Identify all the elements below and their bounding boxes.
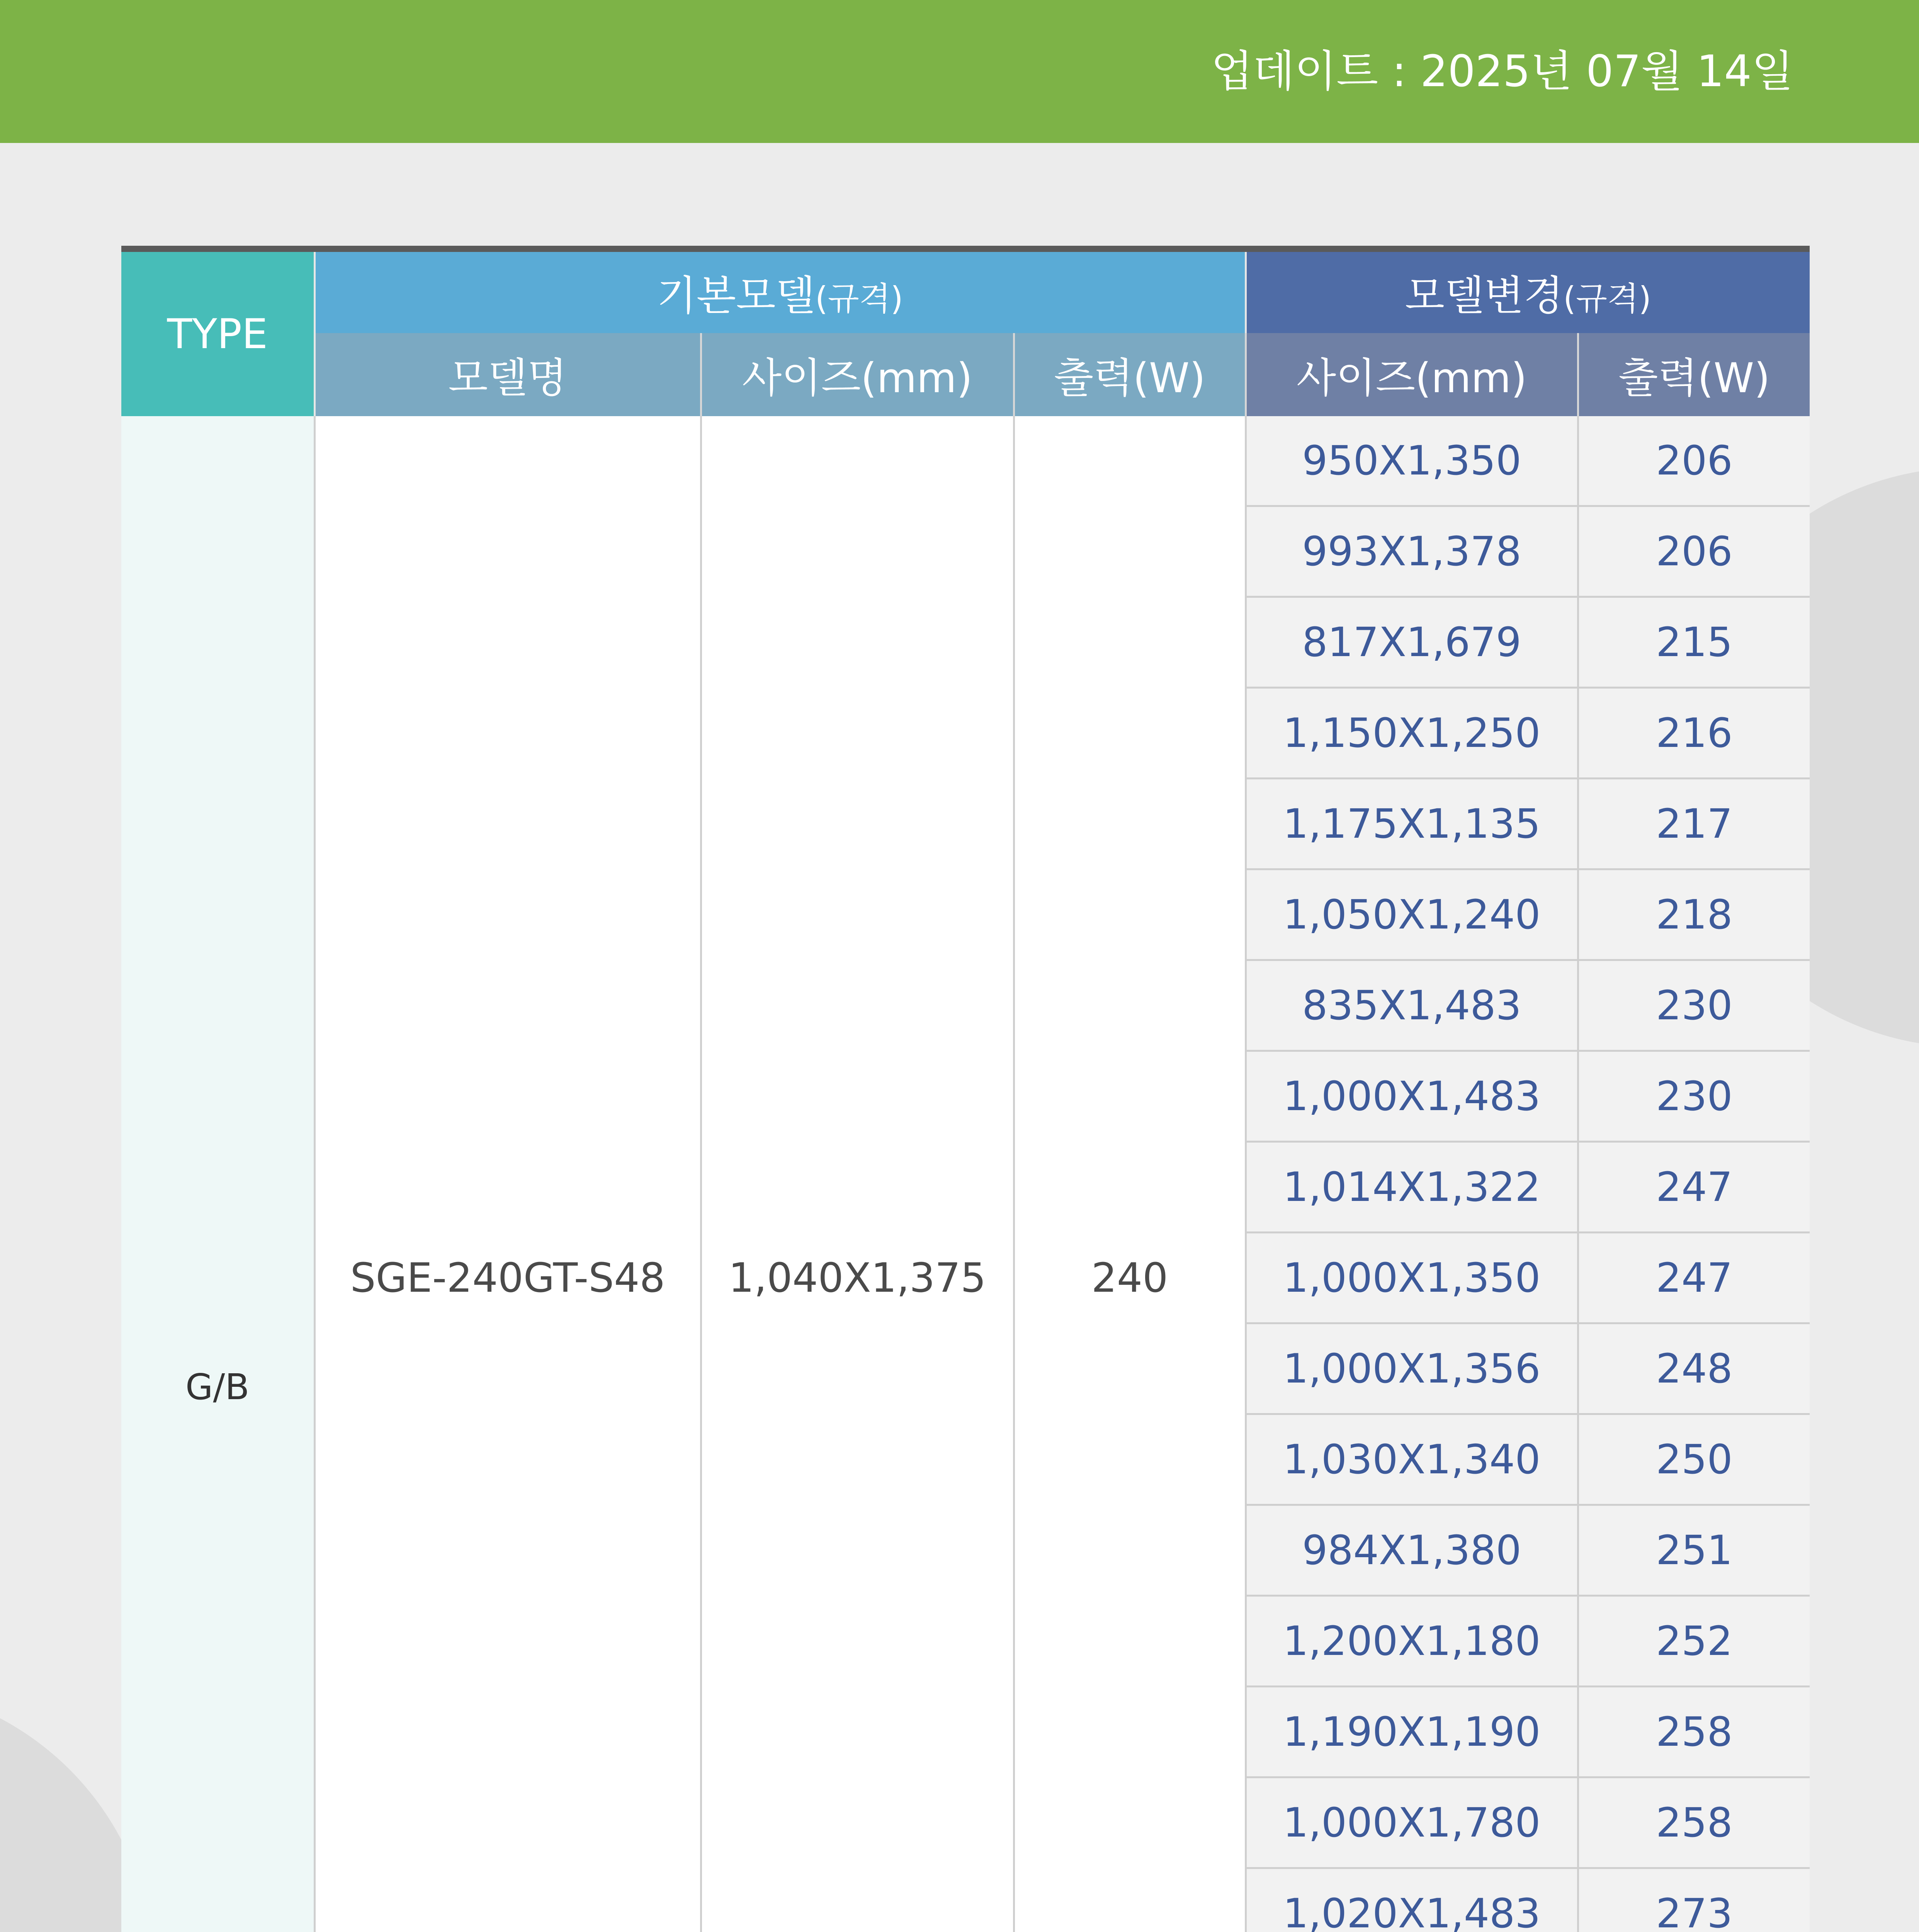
type-cell: G/B [121, 416, 314, 1932]
variant-size-cell: 1,000X1,483 [1246, 1051, 1578, 1142]
variant-size-cell: 1,150X1,250 [1246, 688, 1578, 779]
variant-size-cell: 1,020X1,483 [1246, 1868, 1578, 1932]
header-model-change-title: 모델변경 [1405, 272, 1564, 320]
variant-output-cell: 218 [1578, 869, 1810, 960]
base-output-cell: 240 [1014, 416, 1246, 1932]
variant-output-cell: 273 [1578, 1868, 1810, 1932]
variant-size-cell: 1,014X1,322 [1246, 1142, 1578, 1233]
table-row [121, 416, 1810, 506]
variant-output-cell: 247 [1578, 1233, 1810, 1323]
variant-size-cell: 1,175X1,135 [1246, 779, 1578, 869]
update-date: 업데이트 : 2025년 07월 14일 [1211, 46, 1793, 97]
variant-output-cell: 217 [1578, 779, 1810, 869]
header-basic-output: 출력(W) [1014, 333, 1246, 416]
variant-size-cell: 1,000X1,350 [1246, 1233, 1578, 1323]
variant-size-cell: 1,190X1,190 [1246, 1687, 1578, 1777]
header-model-change-suffix: (규격) [1563, 280, 1651, 318]
variant-output-cell: 206 [1578, 506, 1810, 597]
variant-size-cell: 835X1,483 [1246, 960, 1578, 1051]
header-change-size: 사이즈(mm) [1246, 333, 1578, 416]
variant-output-cell: 252 [1578, 1596, 1810, 1687]
header-bar [0, 0, 1919, 143]
variant-output-cell: 216 [1578, 688, 1810, 779]
variant-output-cell: 247 [1578, 1142, 1810, 1233]
variant-size-cell: 984X1,380 [1246, 1505, 1578, 1596]
model-name-cell: SGE-240GT-S48 [314, 416, 701, 1932]
variant-output-cell: 215 [1578, 597, 1810, 688]
variant-output-cell: 230 [1578, 960, 1810, 1051]
header-change-output: 출력(W) [1578, 333, 1810, 416]
header-model-name: 모델명 [314, 333, 701, 416]
variant-output-cell: 248 [1578, 1323, 1810, 1414]
variant-size-cell: 993X1,378 [1246, 506, 1578, 597]
variant-size-cell: 1,030X1,340 [1246, 1414, 1578, 1505]
variant-output-cell: 258 [1578, 1687, 1810, 1777]
variant-size-cell: 1,050X1,240 [1246, 869, 1578, 960]
header-model-change-group [1246, 252, 1810, 333]
spec-table [121, 252, 1810, 1932]
header-basic-model-title: 기본모델 [657, 272, 815, 320]
variant-output-cell: 250 [1578, 1414, 1810, 1505]
variant-output-cell: 230 [1578, 1051, 1810, 1142]
variant-size-cell: 1,000X1,356 [1246, 1323, 1578, 1414]
variant-size-cell: 1,200X1,180 [1246, 1596, 1578, 1687]
spec-table-container [121, 246, 1810, 1932]
header-type: TYPE [121, 252, 314, 416]
variant-output-cell: 258 [1578, 1777, 1810, 1868]
variant-output-cell: 206 [1578, 416, 1810, 506]
variant-size-cell: 817X1,679 [1246, 597, 1578, 688]
variant-output-cell: 251 [1578, 1505, 1810, 1596]
header-basic-size: 사이즈(mm) [701, 333, 1014, 416]
header-basic-model-group [314, 252, 1246, 333]
header-basic-model-suffix: (규격) [815, 280, 903, 318]
base-size-cell: 1,040X1,375 [701, 416, 1014, 1932]
spec-table-body [121, 416, 1810, 1932]
variant-size-cell: 950X1,350 [1246, 416, 1578, 506]
variant-size-cell: 1,000X1,780 [1246, 1777, 1578, 1868]
